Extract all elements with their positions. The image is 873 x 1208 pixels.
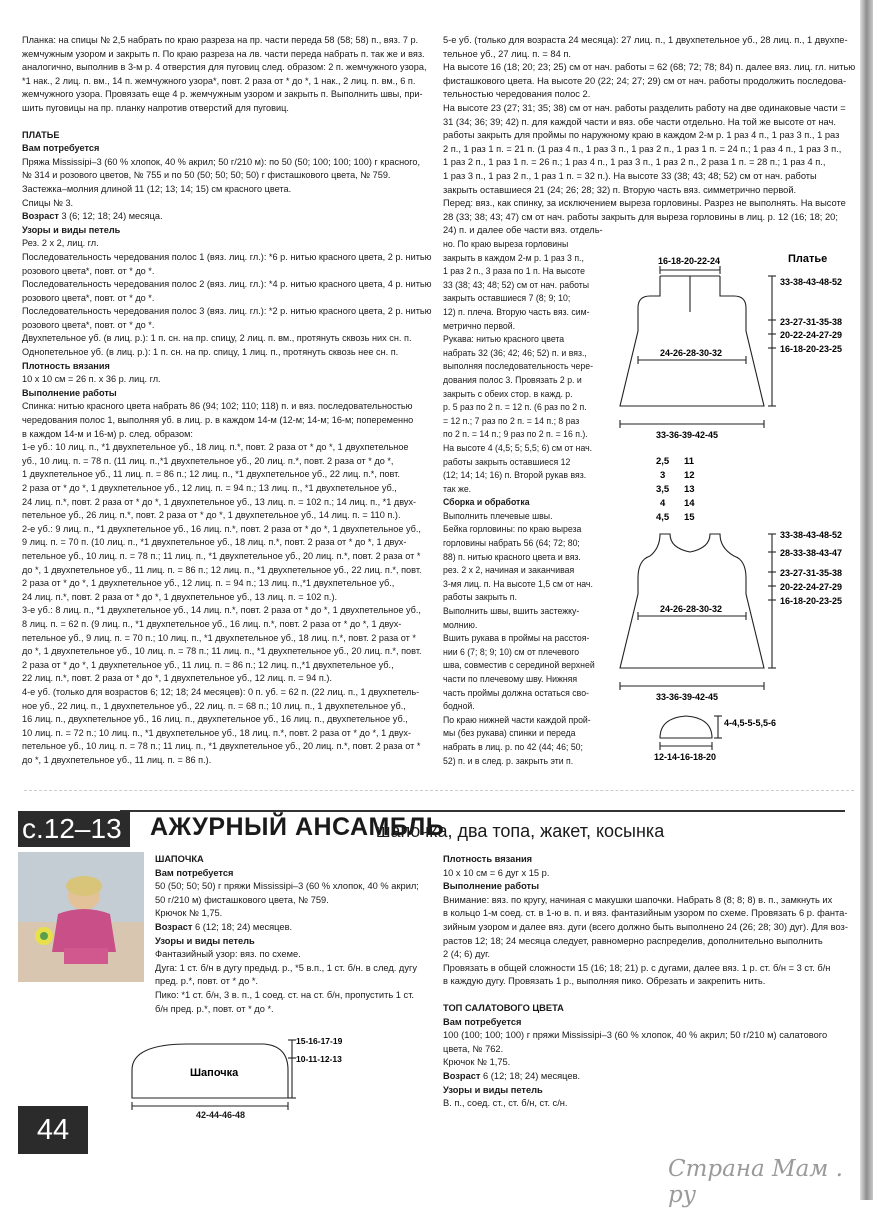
text-line: шить пуговицы на пр. планку напротив отверстий для пуговиц. — [22, 102, 289, 113]
text-line: Застежка–молния длиной 11 (12; 13; 14; 15) см красного цвета. — [22, 183, 292, 194]
text-line: жемчужного узора. Провязать еще 4 р. жемчужным узором и закрыть п. Выполнить швы, при- — [22, 89, 423, 100]
front-bottom-width: 33-36-39-42-45 — [656, 692, 719, 702]
child-photo — [18, 852, 144, 982]
text-line: Возраст 3 (6; 12; 18; 24) месяца. — [22, 211, 163, 222]
text-line: аналогично, выполнив в 3-м р. 4 отверстия для пуговиц след. образом: 2 п. жемчужного узора, — [22, 62, 427, 73]
back-bottom-width: 33-36-39-42-45 — [656, 430, 719, 440]
text-line: 1-е уб.: 10 лиц. п., *1 двухпетельное уб., 18 лиц. п.*, повт. 2 раза от * до *, 1 двухпетельное — [22, 442, 409, 453]
hat-diagram — [128, 1034, 358, 1114]
text-line: закрыть оставшиеся 21 (24; 26; 28; 32) п. Вторую часть вяз. симметрично первой. — [443, 184, 797, 195]
text-line: жемчужным узором и закрыть п. По краю разреза на лв. части переда набрать п. так же и вяз. — [22, 48, 425, 59]
front-height-5: 16-18-20-23-25 — [780, 596, 843, 606]
svg-text:14: 14 — [684, 498, 695, 509]
heading-line: Плотность вязания — [22, 360, 110, 371]
text-line: 4-е уб. (только для возрастов 6; 12; 18; 24 месяцев): 0 п. уб. = 62 п. (22 лиц. п., 1 двухпетель- — [22, 686, 420, 697]
dress-diagram-title: Платье — [788, 253, 828, 265]
text-line: бодной. — [443, 701, 475, 712]
text-line: рез. 2 х 2, начиная и заканчивая — [443, 565, 575, 576]
text-line: 3-мя лиц. п. На высоте 1,5 см от нач. — [443, 578, 593, 589]
text-line: 2 раза от * до *, 1 двухпетельное уб., 12 лиц. п. = 94 п.; 13 лиц. п., *1 двухпетельное уб., — [22, 483, 397, 493]
hat-width: 42-44-46-48 — [196, 1110, 246, 1120]
text-line: Последовательность чередования полос 3 (вяз. лиц. гл.): *2 р. нитью красного цвета, 2 р. нитью — [22, 306, 432, 317]
text-line: Дуга: 1 ст. б/н в дугу предыд. р., *5 в.п., 1 ст. б/н. в след. дугу — [155, 962, 418, 973]
text-line: 28 (33; 38; 43; 47) см от нач. работы закрыть для выреза горловины в лиц. р. 12 (16; 18; 20; — [443, 211, 838, 222]
sleeve-height: 4-4,5-5-5,5-6 — [724, 718, 777, 728]
text-line: 88) п. нитью красного цвета и вяз. — [443, 551, 581, 562]
text-line: В. п., соед. ст., ст. б/н, ст. с/н. — [443, 1098, 568, 1109]
text-line: розового цвета*, повт. от * до *. — [22, 292, 155, 303]
text-line: = 12 п.; 7 раз по 2 п. = 14 п.; 8 раз — [443, 415, 580, 426]
svg-text:2,5: 2,5 — [656, 456, 670, 467]
right-text-column — [443, 34, 861, 238]
back-mid-width: 24-26-28-30-32 — [660, 348, 723, 358]
text-line: работы закрыть п. — [443, 592, 517, 603]
text-line: в кольцо 1-м соед. ст. в 1-ю в. п. и вяз. фантазийным узором по схеме. Провязать 6 р. фанта- — [443, 908, 848, 919]
heading-line: ТОП САЛАТОВОГО ЦВЕТА — [443, 1002, 564, 1013]
right-narrow-column — [443, 238, 595, 768]
text-line: 1 раз 3 п., 1 раз 2 п., 1 раз 1 п. = 32 п.). На высоте 33 (38; 43; 48; 52) см от нач. работы — [443, 170, 817, 181]
text-line: петельное уб., 10 лиц. п. = 78 п.; 11 лиц. п., *1 двухпетельное уб., 20 лиц. п.*, повт. 2 раза от * — [22, 741, 421, 752]
text-line: розового цвета*, повт. от * до *. — [22, 319, 155, 330]
text-line: 1 раз 2 п., 3 раза по 1 п. На высоте — [443, 266, 585, 277]
text-line: фисташкового цвета. На высоте 20 (22; 24; 27; 29) см от нач. работы продолжить последова- — [443, 75, 847, 86]
text-line: до *, 1 двухпетельное уб., 11 лиц. п. = 86 п.). — [22, 754, 212, 765]
dress-diagram — [598, 248, 871, 768]
text-line: Рукава: нитью красного цвета — [443, 334, 565, 345]
text-line: Фантазийный узор: вяз. по схеме. — [155, 949, 301, 960]
text-line: до *, 1 двухпетельное уб., 10 лиц. п. = 78 п.; 11 лиц. п., *1 двухпетельное уб., 20 лиц. п.*, повт. — [22, 646, 422, 657]
text-line: дования полос 3. Провязать 2 р. и — [443, 374, 582, 385]
svg-text:4,5: 4,5 — [656, 512, 670, 523]
text-line: горловины набрать 56 (64; 72; 80; — [443, 538, 580, 549]
text-line: 9 лиц. п. = 70 п. (10 лиц. п., *1 двухпетельное уб., 18 лиц. п.*, повт. 2 раза от * до *, 1 двух- — [22, 537, 407, 548]
text-line: 100 (100; 100; 100) г пряжи Mississipi–3 (60 % хлопок, 40 % акрил; 50 г/210 м) салатового — [443, 1030, 828, 1041]
text-line — [22, 116, 426, 129]
watermark: Страна Мам . ру — [668, 1156, 843, 1208]
text-line: Выполнить плечевые швы. — [443, 510, 553, 521]
sleeve-pattern — [660, 716, 722, 750]
text-line: По краю нижней части каждой прой- — [443, 714, 591, 725]
text-line: зийным узором и далее вяз. дуги (всего должно быть выполнено 24 (26; 28; 30) дуг). Для воз- — [443, 921, 848, 932]
text-line: 50 г/210 м) фисташкового цвета, № 759. — [155, 894, 329, 905]
page-number: 44 — [18, 1106, 88, 1154]
text-line: метрично первой. — [443, 320, 516, 331]
text-line: в каждую дугу. Провязать 1 р., выполняя пико. Обрезать и закрепить нить. — [443, 976, 766, 987]
text-line: в каждом 14-м и 16-м) р. след. образом: — [22, 428, 193, 439]
heading-line: Выполнение работы — [443, 881, 540, 892]
text-line: 31 (34; 36; 39; 42) п. для каждой части и вяз. обе части отдельно. На той же высоте от нач. — [443, 116, 836, 127]
text-line: 24 лиц. п.*, повт. 2 раза от * до *, 1 двухпетельное уб., 13 лиц. п. = 102 п.; 14 лиц. п., *1 двух- — [22, 496, 417, 507]
svg-text:12: 12 — [684, 470, 695, 481]
heading-line: ПЛАТЬЕ — [22, 129, 60, 140]
text-line: Выполнить швы, вшить застежку- — [443, 606, 580, 617]
heading-line: Сборка и обработка — [443, 497, 530, 508]
front-mid-width: 24-26-28-30-32 — [660, 604, 723, 614]
text-line: 2-е уб.: 9 лиц. п., *1 двухпетельное уб., 16 лиц. п.*, повт. 2 раза от * до *, 1 двухпетельное уб., — [22, 523, 421, 534]
text-line: так же. — [443, 483, 472, 494]
text-line: пред. р.*, повт. от * до *. — [155, 976, 259, 987]
hat-height-1: 15-16-17-19 — [296, 1036, 343, 1046]
text-line: набрать в лиц. р. по 42 (44; 46; 50; — [443, 741, 583, 752]
left-text-column — [22, 34, 432, 767]
text-line: ное уб., 22 лиц. п., 1 двухпетельное уб., 22 лиц. п. = 68 п.; 10 лиц. п., 1 двухпетельное уб., — [22, 700, 406, 711]
heading-line: Плотность вязания — [443, 854, 533, 864]
hat-text-column — [155, 853, 419, 1016]
text-line: Крючок № 1,75. — [155, 908, 223, 919]
text-line: шва, совместив с серединой верхней — [443, 660, 595, 671]
text-line: 1 двухпетельное уб., 11 лиц. п. = 86 п.; 12 лиц. п., *1 двухпетельное уб., 22 лиц. п.*, повт. — [22, 469, 400, 480]
section-page-ref: с.12–13 — [18, 811, 130, 847]
text-line: Возраст 6 (12; 18; 24) месяцев. — [443, 1070, 581, 1081]
text-line: На высоте 4 (4,5; 5; 5,5; 6) см от нач. — [443, 442, 593, 453]
back-height-1: 33-38-43-48-52 — [780, 277, 843, 287]
text-line: часть проймы должна остаться сво- — [443, 687, 589, 698]
text-line: Однопетельное уб. (в лиц. р.): 1 п. сн. на пр. спицу, 1 лиц. п., протянуть сквозь нее сн. п. — [22, 347, 399, 358]
text-line: 33 (38; 43; 48; 52) см от нач. работы — [443, 279, 590, 290]
text-line: 2 (4; 6) дуг. — [443, 949, 490, 960]
sleeve-width: 12-14-16-18-20 — [654, 752, 717, 762]
text-line: Планка: на спицы № 2,5 набрать по краю разреза на пр. части переда 58 (58; 58) п., вяз. 7 р. — [22, 35, 419, 45]
text-line — [443, 989, 848, 1002]
back-height-3: 20-22-24-27-29 — [780, 330, 843, 340]
age-size-table — [656, 456, 695, 523]
text-line: Провязать в общей сложности 15 (16; 18; 21) р. с дугами, далее вяз. 1 р. ст. б/н = 3 ст. б/н — [443, 962, 831, 973]
text-line: б/н пред. р.*, повт. от * до *. — [155, 1003, 274, 1014]
text-line: 3-е уб.: 8 лиц. п., *1 двухпетельное уб., 14 лиц. п.*, повт. 2 раза от * до *, 1 двухпетельное уб., — [22, 605, 421, 616]
text-line: по 2 п. = 14 п.; 9 раз по 2 п. = 16 п.). — [443, 429, 588, 440]
text-line: 12) п. плеча. Вторую часть вяз. сим- — [443, 306, 590, 317]
text-line: 5-е уб. (только для возраста 24 месяца): 27 лиц. п., 1 двухпетельное уб., 28 лиц. п., 1 двухпе- — [443, 35, 848, 45]
text-line: Последовательность чередования полос 2 (вяз. лиц. гл.): *4 р. нитью красного цвета, 4 р. нитью — [22, 279, 432, 290]
front-height-1: 33-38-43-48-52 — [780, 530, 843, 540]
text-line: тельностью чередования полос 2. — [443, 89, 591, 100]
back-top-width: 16-18-20-22-24 — [658, 256, 721, 266]
text-line: работы закрыть оставшиеся 12 — [443, 456, 571, 467]
heading-line: Узоры и виды петель — [155, 935, 255, 946]
text-line: Последовательность чередования полос 1 (вяз. лиц. гл.): *6 р. нитью красного цвета, 2 р. нитью — [22, 251, 432, 262]
front-height-4: 20-22-24-27-29 — [780, 582, 843, 592]
text-line: Вшить рукава в проймы на расстоя- — [443, 633, 590, 644]
text-line: Бейка горловины: по краю выреза — [443, 524, 582, 535]
svg-text:11: 11 — [684, 456, 695, 467]
text-line: закрыть оставшиеся 7 (8; 9; 10; — [443, 293, 571, 304]
text-line: Двухпетельное уб. (в лиц. р.): 1 п. сн. на пр. спицу, 2 лиц. п. вм., протянуть сквозь них сн. п. — [22, 333, 412, 344]
text-line: Пряжа Mississipi–3 (60 % хлопок, 40 % акрил; 50 г/210 м): по 50 (50; 100; 100; 100) г красного, — [22, 156, 421, 167]
text-line: 22 лиц. п.*, повт. 2 раза от * до *, 1 двухпетельное уб., 12 лиц. п. = 94 п.). — [22, 673, 332, 684]
heading-line: Узоры и виды петель — [443, 1084, 543, 1095]
heading-line: Выполнение работы — [22, 387, 117, 398]
text-line: (12; 14; 14; 16) п. Второй рукав вяз. — [443, 470, 587, 481]
text-line: 2 раза от * до *, 1 двухпетельное уб., 12 лиц. п. = 94 п.; 13 лиц. п.,*1 двухпетельное уб., — [22, 578, 395, 589]
text-line: р. 5 раз по 2 п. = 12 п. (6 раз по 2 п. — [443, 402, 587, 413]
back-height-4: 16-18-20-23-25 — [780, 344, 843, 354]
text-line: 16 лиц. п., двухпетельное уб., 16 лиц. п., двухпетельное уб., 16 лиц. п., двухпетельное уб., — [22, 714, 408, 725]
text-line: 24) п. и далее обе части вяз. отдель- — [443, 225, 603, 236]
text-line: Спинка: нитью красного цвета набрать 86 (94; 102; 110; 118) п. и вяз. последовательностью — [22, 401, 413, 412]
text-line: *1 нак., 2 лиц. п. вм., 14 п. жемчужного узора*, повт. 2 раза от * до *, 1 нак., 2 лиц. п. вм., 6 п. — [22, 75, 416, 86]
front-height-3: 23-27-31-35-38 — [780, 568, 843, 578]
svg-text:3: 3 — [660, 470, 666, 481]
text-line: но. По краю выреза горловины — [443, 239, 569, 249]
heading-line: Вам потребуется — [443, 1016, 522, 1027]
hat-height-2: 10-11-12-13 — [296, 1054, 342, 1064]
back-height-2: 23-27-31-35-38 — [780, 317, 843, 327]
text-line: цвета, № 762. — [443, 1043, 504, 1054]
text-line: 10 х 10 см = 26 п. х 36 р. лиц. гл. — [22, 374, 161, 385]
svg-text:3,5: 3,5 — [656, 484, 670, 495]
text-line: чередования полос 1, выполняя уб. в лиц. р. в каждом 14-м (12-м; 14-м; 16-м; попеременно — [22, 415, 414, 426]
text-line: № 314 и розового цветов, № 755 и по 50 (50; 50; 50; 50) г фисташкового цвета, № 759. — [22, 170, 391, 181]
section-title: АЖУРНЫЙ АНСАМБЛЬ — [150, 813, 445, 841]
text-line: нии 6 (7; 8; 9; 10) см от плечевого — [443, 646, 580, 657]
svg-text:15: 15 — [684, 512, 695, 523]
heading-line: Вам потребуется — [155, 867, 234, 878]
text-line: Пико: *1 ст. б/н, 3 в. п., 1 соед. ст. на ст. б/н, пропустить 1 ст. — [155, 989, 415, 1000]
text-line: петельное уб., 10 лиц. п. = 78 п.; 11 лиц. п., *1 двухпетельное уб., 20 лиц. п.*, повт. 2 раза от * — [22, 550, 421, 561]
section-heading — [18, 811, 866, 849]
text-line: 24 лиц. п.*, повт. 2 раза от * до *, 1 двухпетельное уб., 13 лиц. п. = 102 п.). — [22, 591, 338, 602]
text-line: набрать 32 (36; 42; 46; 52) п. и вяз., — [443, 347, 587, 358]
text-line: На высоте 16 (18; 20; 23; 25) см от нач. работы = 62 (68; 72; 78; 84) п. далее вяз. лиц. гл. нитью — [443, 62, 856, 73]
heading-line: Узоры и виды петель — [22, 224, 121, 235]
text-line: 2 п., 1 раз 1 п. = 21 п. (1 раз 4 п., 1 раз 3 п., 1 раз 2 п., 1 раз 1 п. = 24 п.; 1 раз 4 п., 1 раз 3 п., — [443, 143, 842, 154]
dress-back-pattern — [620, 266, 776, 428]
text-line: растов 12; 18; 24 месяца следует, равномерно распределив, дополнительно выполнить — [443, 935, 823, 946]
text-line: розового цвета*, повт. от * до *. — [22, 265, 155, 276]
text-line: мы (без рукава) спинки и переда — [443, 728, 576, 739]
text-line: 8 лиц. п. = 62 п. (9 лиц. п., *1 двухпетельное уб., 16 лиц. п.*, повт. 2 раза от * до *, 1 двух- — [22, 618, 402, 629]
text-line: Перед: вяз., как спинку, за исключением выреза горловины. Разрез не выполнять. На высоте — [443, 198, 846, 209]
hat-label: Шапочка — [190, 1067, 239, 1079]
front-height-2: 28-33-38-43-47 — [780, 548, 843, 558]
text-line: На высоте 23 (27; 31; 35; 38) см от нач. работы разделить работу на две одинаковые части = — [443, 102, 846, 113]
svg-text:4: 4 — [660, 498, 666, 509]
text-line: выполняя последовательность чере- — [443, 361, 593, 372]
text-line: 10 х 10 см = 6 дуг х 15 р. — [443, 867, 550, 878]
text-line: петельное уб., 26 лиц. п.*, повт. 2 раза от * до *, 1 двухпетельное уб., 14 лиц. п. = 110 п.). — [22, 510, 401, 521]
text-line: Внимание: вяз. по кругу, начиная с макушки шапочки. Набрать 8 (8; 8; 8) в. п., замкнуть их — [443, 894, 833, 905]
section-subtitle: шапочка, два топа, жакет, косынка — [376, 821, 665, 841]
text-line: петельное уб., 9 лиц. п. = 70 п.; 10 лиц. п., *1 двухпетельное уб., 18 лиц. п.*, повт. 2 раза от * — [22, 632, 416, 643]
text-line: части по плечевому шву. Нижняя — [443, 674, 578, 684]
text-line: закрыть в каждом 2-м р. 1 раз 3 п., — [443, 252, 584, 263]
text-line: до *, 1 двухпетельное уб., 11 лиц. п. = 86 п.; 12 лиц. п., *1 двухпетельное уб., 22 лиц. п.*, повт. — [22, 564, 422, 575]
text-line: закрыть с обеих стор. в кажд. р. — [443, 388, 573, 399]
text-line: 2 раза от * до *, 1 двухпетельное уб., 11 лиц. п. = 86 п.; 12 лиц. п.,*1 двухпетельное уб., — [22, 659, 394, 670]
text-line: Спицы № 3. — [22, 197, 74, 208]
text-line: 50 (50; 50; 50) г пряжи Mississipi–3 (60 % хлопок, 40 % акрил; — [155, 881, 419, 892]
text-line: уб., 10 лиц. п. = 78 п. (11 лиц. п.,*1 двухпетельное уб., 20 лиц. п.*, повт. 2 раза от * до *, — [22, 455, 394, 466]
heading-line: Вам потребуется — [22, 143, 100, 154]
section-separator — [24, 790, 854, 791]
text-line: тельное уб., 27 лиц. п. = 84 п. — [443, 48, 571, 59]
bottom-right-column — [443, 853, 848, 1111]
text-line: Рез. 2 х 2, лиц. гл. — [22, 238, 99, 249]
svg-text:13: 13 — [684, 484, 695, 495]
text-line: Возраст 6 (12; 18; 24) месяцев. — [155, 921, 293, 932]
text-line: молнию. — [443, 619, 478, 630]
text-line: 52) п. и в след. р. закрыть эти п. — [443, 755, 574, 766]
heading-line: ШАПОЧКА — [155, 854, 204, 864]
text-line: Крючок № 1,75. — [443, 1057, 511, 1068]
text-line: работы закрыть для проймы по наружному краю в каждом 2-м р. 1 раз 4 п., 1 раз 3 п., 1 раз — [443, 130, 840, 141]
text-line: 10 лиц. п. = 72 п.; 10 лиц. п., *1 двухпетельное уб., 18 лиц. п.*, повт. 2 раза от * до *, 1 двух- — [22, 727, 412, 738]
text-line: 1 раз 2 п., 1 раз 1 п. = 26 п.; 1 раз 4 п., 1 раз 3 п., 1 раз 2 п., 2 раза 1 п. = 28 п.; 1 раз 4 п., — [443, 157, 826, 168]
